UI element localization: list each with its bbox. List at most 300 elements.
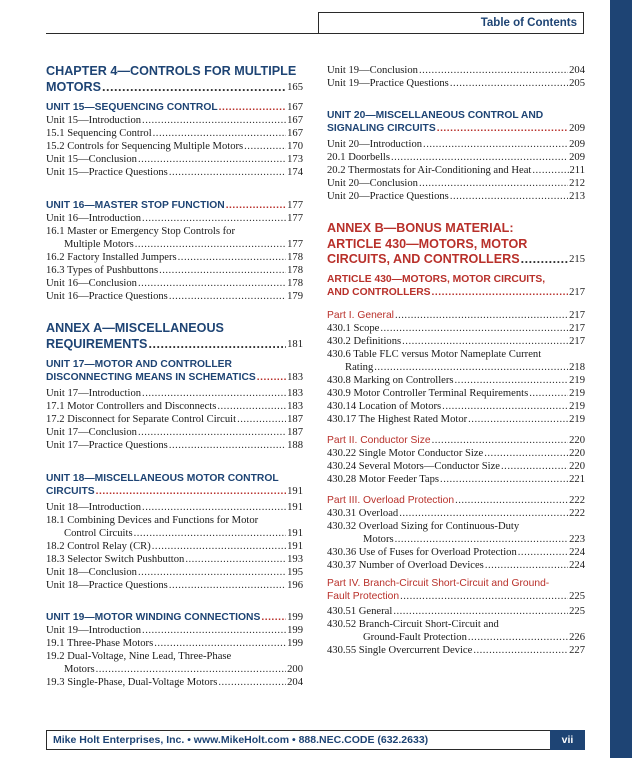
- toc-entry-line: [46, 199, 303, 212]
- toc-entry-label: ANNEX B—BONUS MATERIAL:: [327, 221, 514, 235]
- toc-entry-line: [327, 151, 585, 164]
- dot-leader: [178, 251, 286, 264]
- toc-entry-label: REQUIREMENTS: [46, 336, 148, 351]
- toc-entry[interactable]: [327, 520, 585, 533]
- toc-entry[interactable]: [46, 166, 303, 179]
- toc-page-number: 167: [287, 115, 303, 126]
- dot-leader: [402, 335, 568, 348]
- toc-entry[interactable]: [327, 374, 585, 387]
- toc-entry-line: [64, 527, 303, 540]
- toc-entry[interactable]: [327, 177, 585, 190]
- big-heading[interactable]: [327, 221, 585, 268]
- toc-entry-line: [46, 321, 303, 337]
- toc-entry-line: [46, 212, 303, 225]
- dot-leader: [419, 64, 568, 77]
- dot-leader: [393, 605, 568, 618]
- dot-leader: [399, 507, 568, 520]
- toc-page-number: 222: [569, 495, 585, 506]
- toc-entry-line: [46, 225, 303, 238]
- toc-entry[interactable]: [46, 140, 303, 153]
- toc-entry[interactable]: [327, 138, 585, 151]
- toc-entry[interactable]: [46, 114, 303, 127]
- toc-entry-line: [46, 472, 303, 485]
- toc-page-number: 200: [287, 664, 303, 675]
- toc-entry-line: [46, 64, 303, 80]
- header-rule: [46, 33, 318, 34]
- toc-entry[interactable]: [46, 527, 303, 540]
- toc-entry-label: CIRCUITS, AND CONTROLLERS: [327, 252, 520, 266]
- toc-page-number: 167: [287, 128, 303, 139]
- dot-leader: [169, 166, 286, 179]
- toc-entry[interactable]: [327, 413, 585, 426]
- dot-leader: [442, 400, 568, 413]
- toc-page-number: 220: [569, 448, 585, 459]
- toc-entry[interactable]: [46, 426, 303, 439]
- part-heading[interactable]: [327, 434, 585, 447]
- toc-entry-line: [46, 387, 303, 400]
- toc-entry-label: AND CONTROLLERS: [327, 287, 431, 298]
- toc-entry-line: [327, 374, 585, 387]
- dot-leader: [380, 322, 568, 335]
- toc-page-number: 217: [569, 323, 585, 334]
- toc-page-number: 167: [287, 102, 303, 113]
- toc-entry[interactable]: [46, 212, 303, 225]
- dot-leader: [185, 553, 286, 566]
- toc-entry-line: [327, 286, 585, 299]
- toc-entry[interactable]: [46, 413, 303, 426]
- dot-leader: [468, 631, 568, 644]
- dot-leader: [432, 286, 569, 299]
- toc-entry-line: [327, 546, 585, 559]
- toc-entry[interactable]: [327, 361, 585, 374]
- part-heading[interactable]: [327, 309, 585, 322]
- toc-page-number: 219: [569, 388, 585, 399]
- toc-page-number: 209: [569, 139, 585, 150]
- toc-page-number: 215: [569, 254, 585, 265]
- toc-entry[interactable]: [46, 439, 303, 452]
- toc-entry-label: ARTICLE 430—MOTORS, MOTOR CIRCUITS,: [327, 274, 546, 285]
- toc-page-number: 187: [287, 427, 303, 438]
- dot-leader: [169, 579, 286, 592]
- toc-entry[interactable]: [327, 546, 585, 559]
- dot-leader: [138, 153, 286, 166]
- toc-entry-label: UNIT 16—MASTER STOP FUNCTION: [46, 200, 225, 211]
- dot-leader: [501, 460, 568, 473]
- toc-page-number: 205: [569, 78, 585, 89]
- toc-page-number: 225: [569, 591, 585, 602]
- toc-entry[interactable]: [46, 277, 303, 290]
- toc-entry-line: [46, 251, 303, 264]
- big-heading[interactable]: [46, 64, 303, 95]
- toc-entry-label: Unit 16—Practice Questions: [46, 291, 168, 302]
- dot-leader: [138, 426, 286, 439]
- dot-leader: [395, 533, 569, 546]
- toc-entry-label: SIGNALING CIRCUITS: [327, 123, 436, 134]
- toc-entry[interactable]: [327, 644, 585, 657]
- toc-entry[interactable]: [46, 663, 303, 676]
- toc-page-number: 217: [569, 287, 585, 298]
- toc-entry-label: 16.3 Types of Pushbuttons: [46, 265, 159, 276]
- toc-page-number: 217: [569, 310, 585, 321]
- toc-page-number: 219: [569, 414, 585, 425]
- toc-entry-line: [64, 663, 303, 676]
- toc-entry-line: [46, 400, 303, 413]
- toc-entry-label: 430.14 Location of Motors: [327, 401, 442, 412]
- toc-page-number: 195: [287, 567, 303, 578]
- dot-leader: [169, 290, 286, 303]
- toc-page-number: 219: [569, 401, 585, 412]
- toc-entry-label: Part II. Conductor Size: [327, 435, 431, 446]
- toc-page-number: 196: [287, 580, 303, 591]
- toc-page-number: 177: [287, 213, 303, 224]
- toc-entry[interactable]: [46, 400, 303, 413]
- toc-entry-label: 430.37 Number of Overload Devices: [327, 560, 484, 571]
- dot-leader: [142, 387, 286, 400]
- toc-entry[interactable]: [46, 238, 303, 251]
- toc-entry-label: UNIT 18—MISCELLANEOUS MOTOR CONTROL: [46, 473, 279, 484]
- toc-entry-label: UNIT 19—MOTOR WINDING CONNECTIONS: [46, 612, 261, 623]
- toc-entry-label: MOTORS: [46, 79, 102, 94]
- toc-entry-label: 430.8 Marking on Controllers: [327, 375, 454, 386]
- toc-entry[interactable]: [46, 676, 303, 689]
- toc-entry-label: DISCONNECTING MEANS IN SCHEMATICS: [46, 372, 256, 383]
- toc-entry-label: 430.9 Motor Controller Terminal Requirements: [327, 388, 529, 399]
- toc-entry-line: [46, 264, 303, 277]
- toc-entry-line: [327, 559, 585, 572]
- dot-leader: [244, 140, 286, 153]
- dot-leader: [142, 501, 286, 514]
- dot-leader: [96, 485, 286, 498]
- toc-entry-line: [327, 77, 585, 90]
- toc-entry-label: 18.1 Combining Devices and Functions for Motor: [46, 515, 259, 526]
- toc-entry[interactable]: [327, 64, 585, 77]
- unit-heading[interactable]: [46, 358, 303, 384]
- toc-entry-line: [46, 579, 303, 592]
- dot-leader: [484, 447, 568, 460]
- toc-entry-label: CIRCUITS: [46, 486, 95, 497]
- dot-leader: [521, 252, 568, 268]
- toc-entry-label: Control Circuits: [64, 528, 133, 539]
- toc-page-number: 177: [287, 200, 303, 211]
- toc-entry[interactable]: [327, 631, 585, 644]
- toc-entry-label: Part IV. Branch-Circuit Short-Circuit and Ground-: [327, 578, 550, 589]
- toc-page-number: 219: [569, 375, 585, 386]
- toc-entry[interactable]: [46, 127, 303, 140]
- dot-leader: [432, 434, 569, 447]
- toc-entry[interactable]: [46, 387, 303, 400]
- toc-entry[interactable]: [46, 540, 303, 553]
- dot-leader: [154, 637, 286, 650]
- toc-entry-line: [46, 153, 303, 166]
- dot-leader: [400, 590, 568, 603]
- toc-entry-line: [46, 337, 303, 353]
- dot-leader: [153, 127, 286, 140]
- toc-entry-line: [327, 221, 585, 237]
- toc-entry-label: Part I. General: [327, 310, 394, 321]
- dot-leader: [96, 663, 287, 676]
- toc-entry-line: [327, 413, 585, 426]
- toc-entry-line: [327, 387, 585, 400]
- toc-entry-label: 430.28 Motor Feeder Taps: [327, 474, 440, 485]
- toc-entry-label: 430.31 Overload: [327, 508, 399, 519]
- toc-entry-line: [327, 164, 585, 177]
- toc-entry-line: [327, 605, 585, 618]
- toc-entry-label: Part III. Overload Protection: [327, 495, 455, 506]
- toc-entry-line: [327, 434, 585, 447]
- toc-entry[interactable]: [327, 335, 585, 348]
- dot-leader: [485, 559, 568, 572]
- toc-entry[interactable]: [327, 473, 585, 486]
- page-header-title: Table of Contents: [318, 12, 584, 34]
- toc-entry-line: [327, 122, 585, 135]
- toc-entry-line: [46, 501, 303, 514]
- toc-entry[interactable]: [327, 190, 585, 203]
- toc-entry-label: 430.2 Definitions: [327, 336, 402, 347]
- dot-leader: [218, 676, 286, 689]
- dot-leader: [450, 190, 568, 203]
- toc-entry[interactable]: [46, 251, 303, 264]
- toc-entry-label: Unit 15—Practice Questions: [46, 167, 168, 178]
- toc-page-number: 224: [569, 560, 585, 571]
- toc-entry-line: [327, 644, 585, 657]
- toc-page-number: 218: [569, 362, 585, 373]
- unit-heading[interactable]: [46, 101, 303, 114]
- toc-entry[interactable]: [46, 553, 303, 566]
- toc-page-number: 191: [287, 541, 303, 552]
- toc-entry-label: 18.3 Selector Switch Pushbutton: [46, 554, 185, 565]
- dot-leader: [437, 122, 568, 135]
- toc-entry[interactable]: [46, 264, 303, 277]
- toc-entry-label: Unit 20—Conclusion: [327, 178, 418, 189]
- toc-entry-line: [327, 494, 585, 507]
- toc-page-number: 225: [569, 606, 585, 617]
- toc-entry-label: 430.1 Scope: [327, 323, 380, 334]
- toc-page-number: 204: [287, 677, 303, 688]
- unit-heading[interactable]: [327, 109, 585, 135]
- toc-entry[interactable]: [327, 77, 585, 90]
- toc-page-number: 199: [287, 625, 303, 636]
- dot-leader: [450, 77, 568, 90]
- toc-entry[interactable]: [327, 618, 585, 631]
- toc-entry-label: 430.51 General: [327, 606, 393, 617]
- toc-entry-line: [327, 64, 585, 77]
- toc-entry-label: Motors: [64, 664, 95, 675]
- toc-entry[interactable]: [46, 637, 303, 650]
- toc-entry[interactable]: [46, 225, 303, 238]
- toc-entry-line: [327, 460, 585, 473]
- footer-page-number: vii: [550, 730, 585, 750]
- toc-entry-line: [345, 361, 585, 374]
- dot-leader: [455, 374, 569, 387]
- toc-entry[interactable]: [46, 153, 303, 166]
- toc-page-number: 183: [287, 372, 303, 383]
- toc-entry[interactable]: [327, 605, 585, 618]
- toc-entry-line: [327, 473, 585, 486]
- toc-entry[interactable]: [327, 322, 585, 335]
- toc-entry[interactable]: [327, 387, 585, 400]
- toc-entry[interactable]: [327, 400, 585, 413]
- toc-entry[interactable]: [327, 151, 585, 164]
- toc-entry-label: Unit 19—Introduction: [46, 625, 142, 636]
- toc-entry-line: [46, 140, 303, 153]
- toc-entry-label: 430.24 Several Motors—Conductor Size: [327, 461, 501, 472]
- toc-entry[interactable]: [46, 290, 303, 303]
- dot-leader: [148, 337, 286, 353]
- toc-entry-label: UNIT 15—SEQUENCING CONTROL: [46, 102, 218, 113]
- dot-leader: [473, 644, 568, 657]
- toc-page-number: 181: [287, 338, 303, 350]
- toc-entry[interactable]: [46, 650, 303, 663]
- toc-entry-line: [327, 252, 585, 268]
- part-heading[interactable]: [327, 577, 585, 603]
- dot-leader: [518, 546, 568, 559]
- toc-entry[interactable]: [46, 624, 303, 637]
- toc-entry-label: 430.32 Overload Sizing for Continuous-Duty: [327, 521, 520, 532]
- toc-entry-line: [64, 238, 303, 251]
- toc-entry[interactable]: [327, 348, 585, 361]
- toc-page-number: 174: [287, 167, 303, 178]
- part-heading[interactable]: [327, 494, 585, 507]
- toc-entry-line: [46, 371, 303, 384]
- toc-entry[interactable]: [327, 507, 585, 520]
- toc-entry[interactable]: [327, 559, 585, 572]
- toc-entry-line: [327, 273, 585, 286]
- toc-entry-label: 430.17 The Highest Rated Motor: [327, 414, 468, 425]
- toc-page-number: 212: [569, 178, 585, 189]
- toc-page-number: 213: [569, 191, 585, 202]
- toc-entry-line: [46, 101, 303, 114]
- toc-entry-line: [46, 290, 303, 303]
- footer-publisher: Mike Holt Enterprises, Inc. • www.MikeHolt.com • 888.NEC.CODE (632.2633): [46, 730, 585, 750]
- toc-page-number: 217: [569, 336, 585, 347]
- toc-entry-label: Unit 16—Conclusion: [46, 278, 137, 289]
- toc-entry-label: 15.1 Sequencing Control: [46, 128, 152, 139]
- toc-entry-label: Unit 16—Introduction: [46, 213, 142, 224]
- toc-page-number: 178: [287, 265, 303, 276]
- toc-entry-label: ANNEX A—MISCELLANEOUS: [46, 321, 224, 335]
- toc-page-number: 173: [287, 154, 303, 165]
- toc-entry-label: Multiple Motors: [64, 239, 134, 250]
- toc-entry[interactable]: [46, 579, 303, 592]
- dot-leader: [152, 540, 286, 553]
- toc-entry-label: Unit 18—Practice Questions: [46, 580, 168, 591]
- toc-page-number: 191: [287, 502, 303, 513]
- toc-entry[interactable]: [327, 460, 585, 473]
- toc-entry-label: 19.3 Single-Phase, Dual-Voltage Motors: [46, 677, 218, 688]
- toc-entry-label: 430.52 Branch-Circuit Short-Circuit and: [327, 619, 499, 630]
- toc-page-number: 183: [287, 388, 303, 399]
- toc-entry-label: 17.1 Motor Controllers and Disconnects: [46, 401, 217, 412]
- unit-heading[interactable]: [46, 611, 303, 624]
- toc-entry-label: 20.2 Thermostats for Air-Conditioning and Heat: [327, 165, 532, 176]
- toc-page-number: 179: [287, 291, 303, 302]
- dot-leader: [142, 624, 286, 637]
- toc-entry[interactable]: [327, 533, 585, 546]
- toc-page-number: 177: [287, 239, 303, 250]
- toc-entry-line: [46, 624, 303, 637]
- toc-entry-label: 17.2 Disconnect for Separate Control Circuit: [46, 414, 237, 425]
- toc-page-number: 209: [569, 123, 585, 134]
- toc-entry-line: [327, 447, 585, 460]
- toc-entry[interactable]: [327, 164, 585, 177]
- dot-leader: [532, 164, 568, 177]
- toc-entry-line: [46, 676, 303, 689]
- toc-entry-line: [46, 413, 303, 426]
- toc-entry-line: [46, 611, 303, 624]
- toc-entry[interactable]: [46, 566, 303, 579]
- toc-entry-line: [327, 400, 585, 413]
- toc-entry-line: [327, 335, 585, 348]
- toc-entry-label: Rating: [345, 362, 374, 373]
- toc-entry[interactable]: [46, 501, 303, 514]
- toc-page-number: 178: [287, 278, 303, 289]
- toc-page-number: 220: [569, 435, 585, 446]
- unit-heading[interactable]: [46, 199, 303, 212]
- toc-entry-line: [327, 577, 585, 590]
- dot-leader: [219, 101, 286, 114]
- toc-page-number: 191: [287, 528, 303, 539]
- toc-entry-line: [363, 533, 585, 546]
- toc-entry-label: 16.2 Factory Installed Jumpers: [46, 252, 177, 263]
- toc-entry[interactable]: [46, 514, 303, 527]
- toc-entry[interactable]: [327, 447, 585, 460]
- toc-entry-line: [327, 322, 585, 335]
- toc-page-number: 209: [569, 152, 585, 163]
- toc-page-number: 188: [287, 440, 303, 451]
- toc-entry-line: [327, 177, 585, 190]
- toc-page-number: 170: [287, 141, 303, 152]
- toc-entry-line: [327, 109, 585, 122]
- toc-entry-label: Motors: [363, 534, 394, 545]
- dot-leader: [159, 264, 286, 277]
- toc-entry-label: Unit 20—Practice Questions: [327, 191, 449, 202]
- toc-entry-line: [46, 80, 303, 96]
- toc-entry-line: [327, 348, 585, 361]
- toc-page-number: 199: [287, 638, 303, 649]
- toc-entry-label: Unit 15—Conclusion: [46, 154, 137, 165]
- dot-leader: [257, 371, 286, 384]
- toc-page-number: 222: [569, 508, 585, 519]
- big-heading[interactable]: [46, 321, 303, 352]
- toc-page-number: 211: [569, 165, 585, 176]
- unit-heading[interactable]: [46, 472, 303, 498]
- toc-entry-label: CHAPTER 4—CONTROLS FOR MULTIPLE: [46, 64, 297, 78]
- toc-entry-label: Unit 19—Practice Questions: [327, 78, 449, 89]
- dot-leader: [142, 114, 286, 127]
- toc-entry-line: [46, 358, 303, 371]
- dot-leader: [169, 439, 286, 452]
- toc-page-number: 223: [569, 534, 585, 545]
- toc-entry-label: 15.2 Controls for Sequencing Multiple Motors: [46, 141, 244, 152]
- toc-entry-label: 19.1 Three-Phase Motors: [46, 638, 154, 649]
- dot-leader: [261, 611, 286, 624]
- unit-heading[interactable]: [327, 273, 585, 299]
- toc-entry-label: Unit 15—Introduction: [46, 115, 142, 126]
- toc-page-number: 204: [569, 65, 585, 76]
- toc-entry-label: Unit 17—Practice Questions: [46, 440, 168, 451]
- toc-entry-line: [46, 277, 303, 290]
- toc-entry-label: Ground-Fault Protection: [363, 632, 467, 643]
- toc-entry-line: [327, 507, 585, 520]
- dot-leader: [142, 212, 286, 225]
- toc-entry-line: [46, 426, 303, 439]
- toc-page-number: 227: [569, 645, 585, 656]
- toc-page-number: 191: [287, 486, 303, 497]
- toc-page-number: 193: [287, 554, 303, 565]
- toc-entry-line: [327, 309, 585, 322]
- toc-entry-label: 19.2 Dual-Voltage, Nine Lead, Three-Phase: [46, 651, 232, 662]
- toc-entry-label: 430.55 Single Overcurrent Device: [327, 645, 473, 656]
